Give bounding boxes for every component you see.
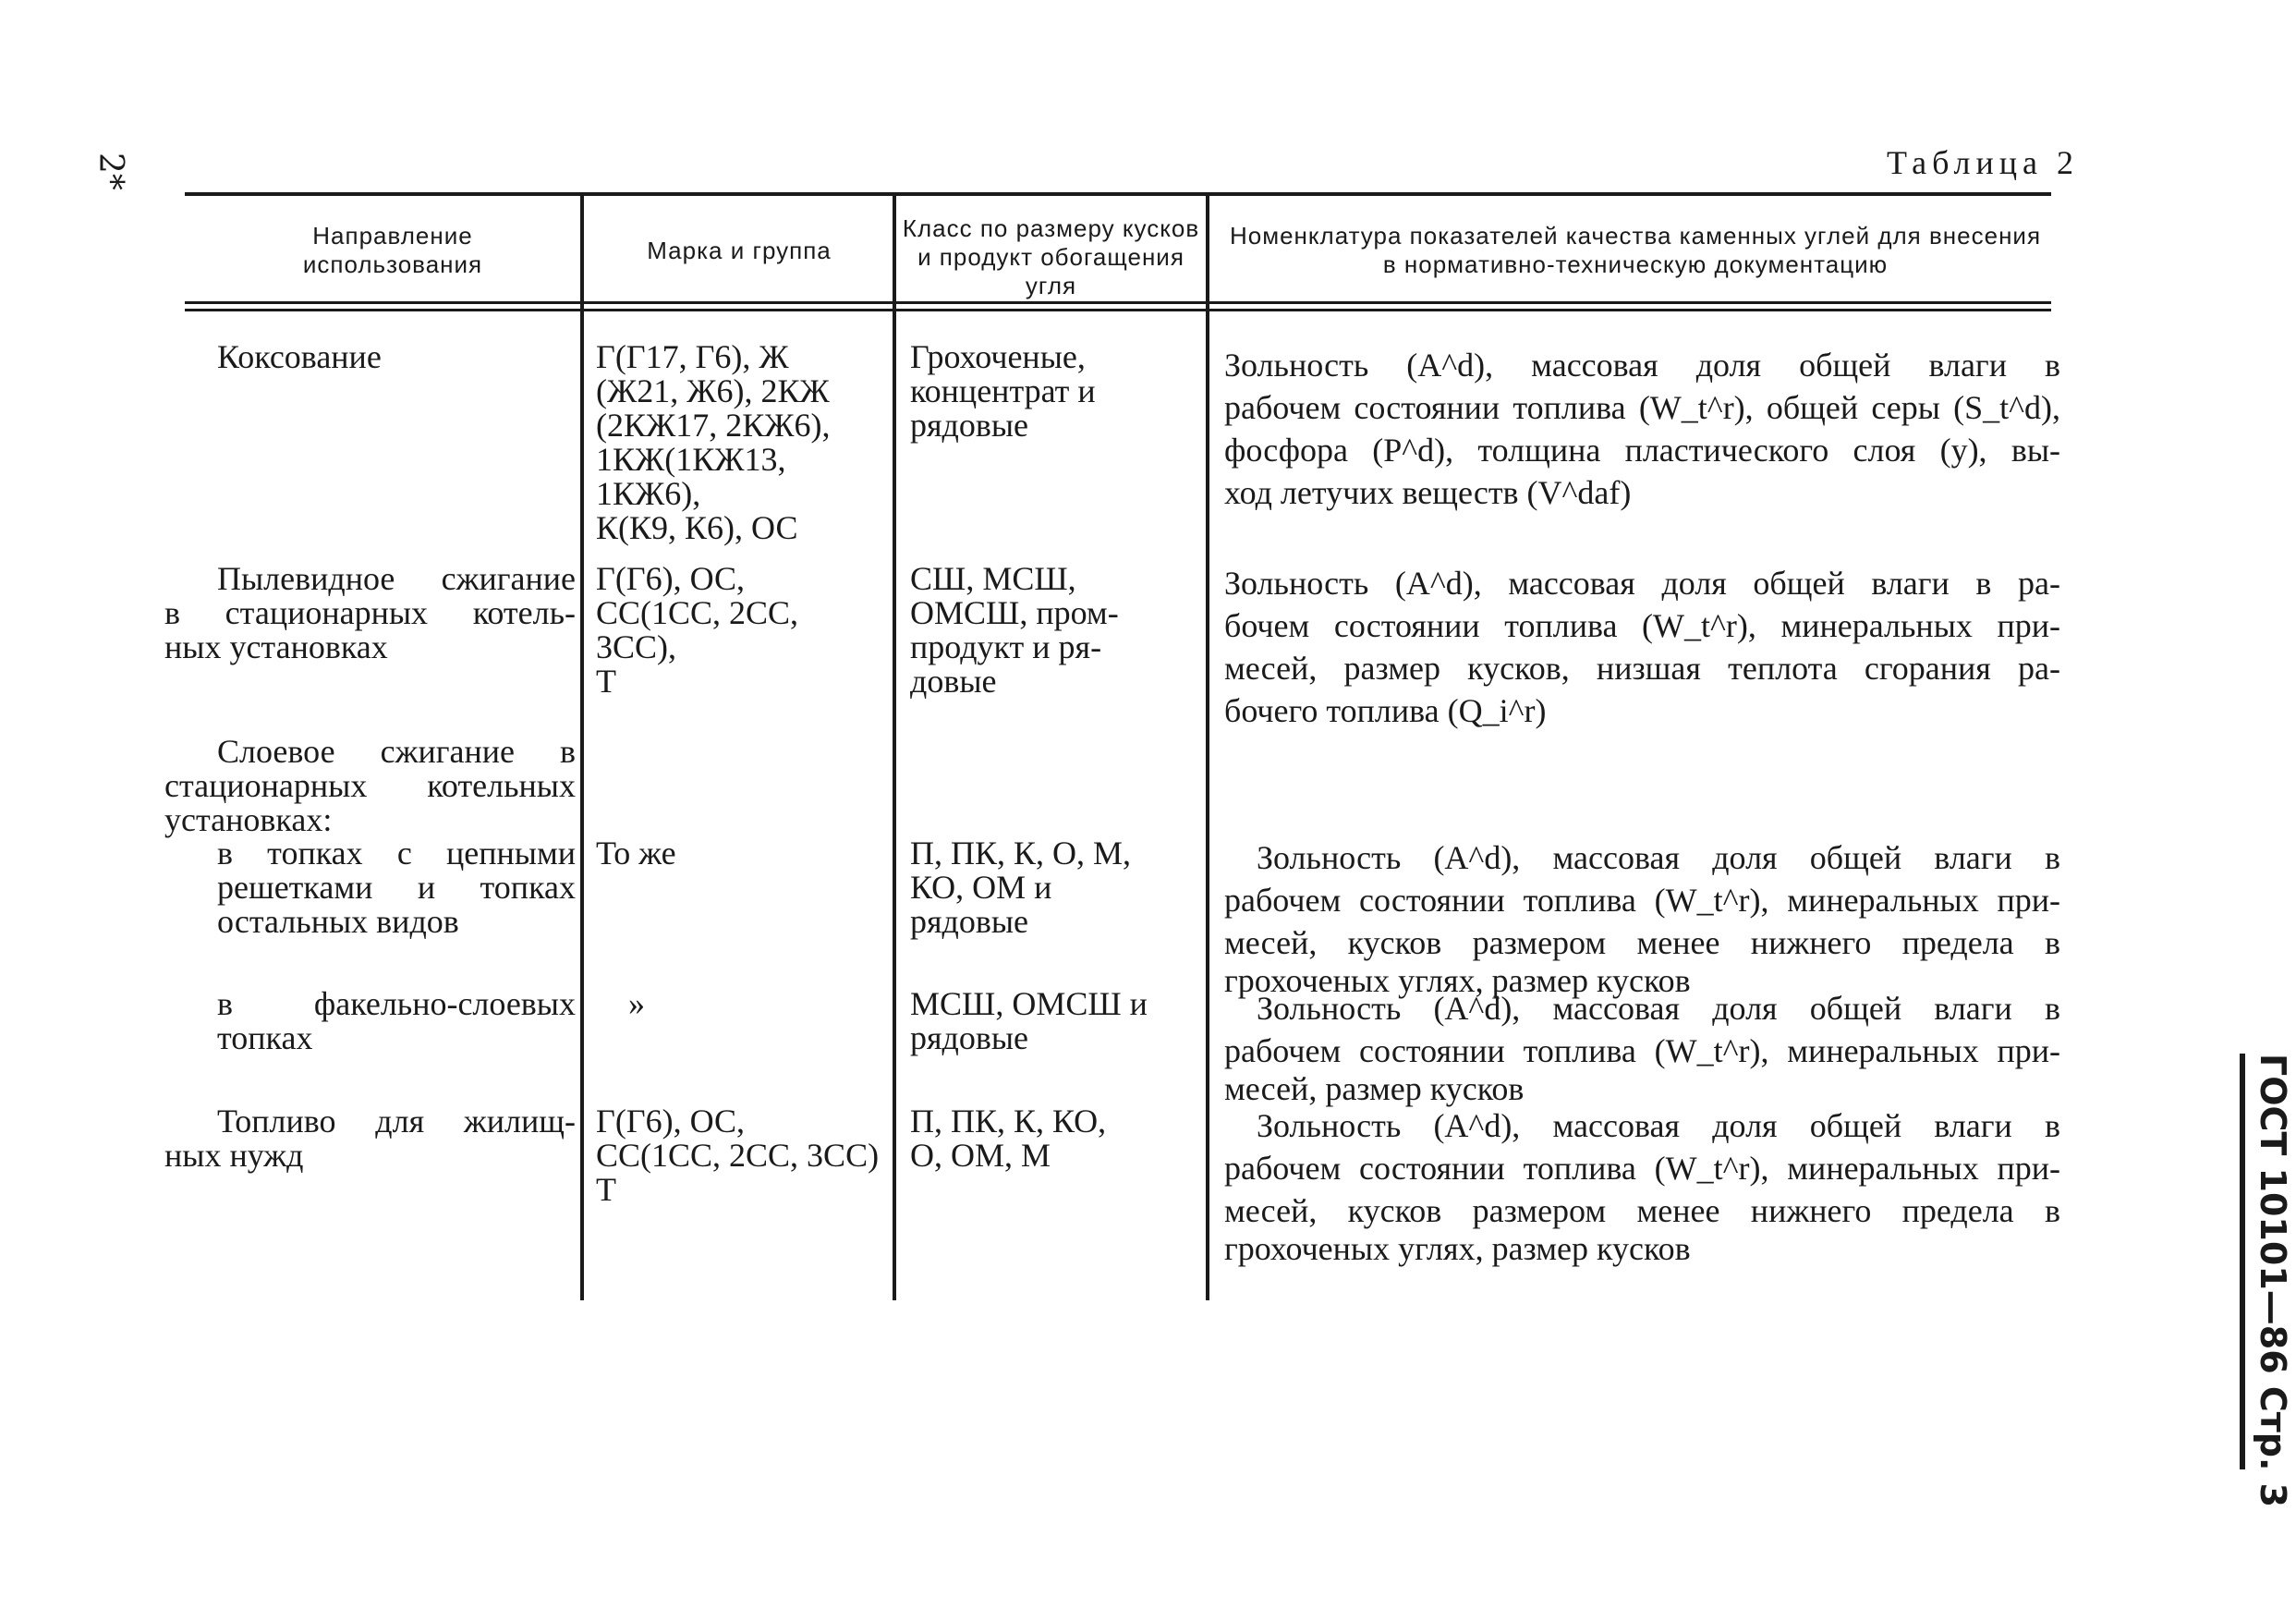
indicator-line: Зольность (A^d), массовая доля общей влаги в	[1257, 839, 2060, 876]
side-caption-rule	[2240, 1054, 2245, 1469]
row-household-fuel-usage	[164, 1104, 576, 1173]
row-coking-indicators	[1224, 344, 2060, 514]
indicator-line: Зольность (A^d), массовая доля общей влаги в	[1257, 1107, 2060, 1144]
page-signature-mark: 2*	[91, 152, 129, 190]
side-caption-block	[2240, 1054, 2295, 1508]
usage-line: стационарных котельных	[164, 767, 576, 804]
grade-line: 3СС),	[596, 628, 677, 665]
row-coking-usage	[217, 340, 577, 374]
grade-line: (2КЖ17, 2КЖ6),	[596, 407, 831, 444]
size-class-line: КО, ОМ и	[910, 869, 1052, 906]
indicator-line: месей, размер кусков	[1224, 1070, 1525, 1107]
column-divider-3	[1206, 196, 1209, 1300]
grade-line: »	[628, 985, 645, 1022]
indicator-line: Зольность (A^d), массовая доля общей влаги в	[1257, 990, 2060, 1027]
row-coking-size-class	[910, 340, 1201, 443]
usage-line: в топках с цепными	[217, 835, 576, 871]
size-class-line: рядовые	[910, 903, 1029, 940]
indicator-line: ход летучих веществ (V^daf)	[1224, 474, 1632, 511]
indicator-line: рабочем состоянии топлива (W_t^r), минеральных при-	[1224, 1032, 2060, 1069]
usage-line: топках	[217, 1019, 313, 1056]
indicator-line: бочего топлива (Q_i^r)	[1224, 692, 1547, 729]
usage-line: Коксование	[217, 338, 382, 375]
usage-line: ных установках	[164, 628, 388, 665]
header-size-class: Класс по размеру кусков и продукт обогащения угля	[902, 214, 1200, 299]
row-pulverized-indicators	[1224, 562, 2060, 732]
grade-line: 1КЖ(1КЖ13,	[596, 441, 786, 478]
usage-line: ных нужд	[164, 1137, 304, 1174]
row-pulverized-size-class	[910, 562, 1201, 699]
header-bottom-rule	[185, 301, 2051, 304]
row-pulverized-grade	[596, 562, 892, 699]
indicator-line: грохоченых углях, размер кусков	[1224, 1230, 1691, 1267]
row-coking-grade	[596, 340, 892, 545]
column-divider-2	[893, 196, 896, 1300]
table-top-rule	[185, 192, 2051, 196]
size-class-line: П, ПК, К, КО,	[910, 1103, 1107, 1140]
usage-line: Топливо для жилищ-	[217, 1103, 576, 1140]
indicator-line: месей, кусков размером менее нижнего предела в	[1224, 924, 2060, 961]
header-quality-indicators: Номенклатура показателей качества каменных углей для внесения в нормативно-техническую документацию	[1229, 222, 2042, 278]
grade-line: Т	[596, 663, 616, 700]
header-bottom-rule-2	[185, 309, 2051, 311]
header-grade-and-group: Марка и группа	[647, 237, 832, 264]
header-usage-direction: Направление использования	[302, 222, 483, 278]
indicator-line: фосфора (P^d), толщина пластического слоя (y), вы-	[1224, 432, 2060, 469]
size-class-line: концентрат и	[910, 372, 1096, 409]
row-flare-layer-grade	[628, 987, 887, 1021]
usage-line: установках:	[164, 801, 333, 838]
indicator-line: Зольность (A^d), массовая доля общей влаги в	[1224, 347, 2060, 384]
grade-line: (Ж21, Ж6), 2КЖ	[596, 372, 830, 409]
indicator-line: месей, кусков размером менее нижнего предела в	[1224, 1192, 2060, 1229]
row-flare-layer-size-class	[910, 987, 1201, 1055]
usage-line: в стационарных котель-	[164, 594, 576, 631]
size-class-line: Грохоченые,	[910, 338, 1086, 375]
size-class-line: рядовые	[910, 407, 1029, 444]
indicator-line: Зольность (A^d), массовая доля общей влаги в ра-	[1224, 565, 2060, 602]
size-class-line: продукт и ря-	[910, 628, 1102, 665]
usage-line: остальных видов	[217, 903, 459, 940]
size-class-line: О, ОМ, М	[910, 1137, 1051, 1174]
grade-line: Г(Г6), ОС,	[596, 1103, 746, 1140]
size-class-line: ОМСШ, пром-	[910, 594, 1119, 631]
row-pulverized-usage	[164, 562, 576, 664]
row-household-fuel-indicators	[1224, 1104, 2060, 1265]
standard-page-caption: ГОСТ 10101—86 Стр. 3	[2253, 1054, 2293, 1508]
grade-line: СС(1СС, 2СС, 3СС)	[596, 1137, 880, 1174]
grade-line: СС(1СС, 2СС,	[596, 594, 799, 631]
row-chain-grate-usage	[164, 836, 576, 939]
indicator-line: грохоченых углях, размер кусков	[1224, 962, 1691, 999]
indicator-line: бочем состоянии топлива (W_t^r), минеральных при-	[1224, 607, 2060, 644]
row-chain-grate-grade	[596, 836, 892, 871]
indicator-line: месей, размер кусков, низшая теплота сгорания ра-	[1224, 650, 2060, 687]
grade-line: Г(Г17, Г6), Ж	[596, 338, 789, 375]
size-class-line: МСШ, ОМСШ и	[910, 985, 1148, 1022]
column-divider-1	[580, 196, 584, 1300]
size-class-line: довые	[910, 663, 997, 700]
grade-line: Г(Г6), ОС,	[596, 560, 746, 597]
usage-line: Слоевое сжигание в	[217, 733, 576, 770]
row-flare-layer-indicators	[1224, 987, 2060, 1105]
row-chain-grate-size-class	[910, 836, 1201, 939]
row-layer-combustion-usage	[164, 735, 576, 837]
table-title: Таблица 2	[1887, 144, 2079, 181]
row-flare-layer-usage	[164, 987, 576, 1055]
indicator-line: рабочем состоянии топлива (W_t^r), общей серы (S_t^d),	[1224, 389, 2060, 426]
row-chain-grate-indicators	[1224, 836, 2060, 997]
grade-line: К(К9, К6), ОС	[596, 509, 798, 546]
grade-line: 1КЖ6),	[596, 475, 701, 512]
usage-line: Пылевидное сжигание	[217, 560, 576, 597]
row-household-fuel-size-class	[910, 1104, 1201, 1173]
indicator-line: рабочем состоянии топлива (W_t^r), минеральных при-	[1224, 1150, 2060, 1187]
size-class-line: рядовые	[910, 1019, 1029, 1056]
usage-line: в факельно-слоевых	[217, 985, 576, 1022]
grade-line: То же	[596, 835, 676, 871]
indicator-line: рабочем состоянии топлива (W_t^r), минеральных при-	[1224, 882, 2060, 919]
row-household-fuel-grade	[596, 1104, 892, 1207]
grade-line: Т	[596, 1171, 616, 1208]
size-class-line: СШ, МСШ,	[910, 560, 1076, 597]
usage-line: решетками и топках	[217, 869, 576, 906]
size-class-line: П, ПК, К, О, М,	[910, 835, 1132, 871]
